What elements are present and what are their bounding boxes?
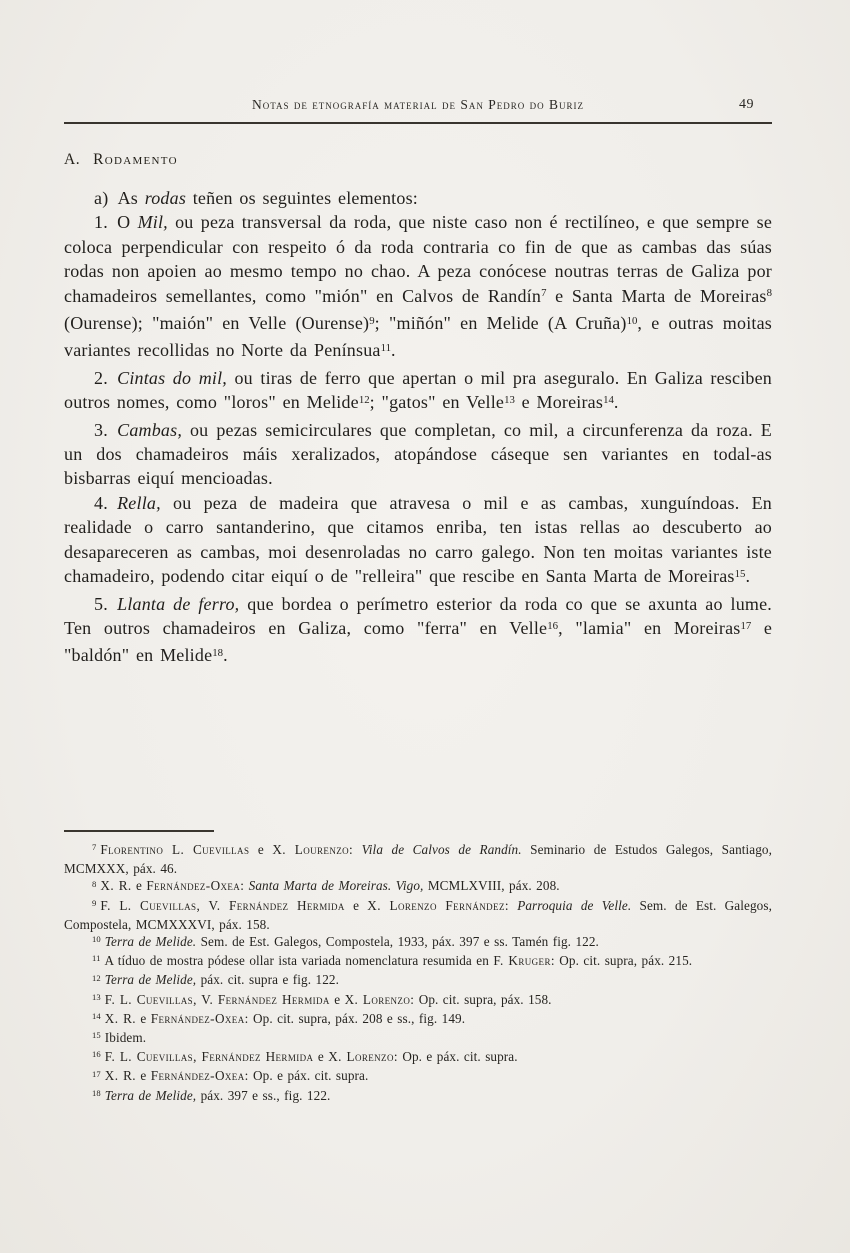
text-segment: X. R.	[104, 1010, 136, 1026]
text-segment: X. Lorenzo:	[344, 991, 415, 1007]
footnote-text	[105, 1049, 518, 1064]
text-segment: MCMLXVIII, páx. 208.	[423, 878, 560, 894]
text-segment: e "baldón" en Melide	[64, 617, 773, 666]
text-segment: Ibidem.	[104, 1030, 147, 1046]
text-segment: Florentino L. Cuevillas	[100, 842, 250, 857]
text-segment: Llanta de ferro,	[117, 593, 240, 614]
text-segment: X. Lorenzo Fernández:	[367, 897, 509, 913]
text-segment: .	[613, 392, 619, 413]
footnote-17	[64, 1067, 772, 1086]
paragraph-4-rella	[64, 491, 772, 592]
footnote-number: 11	[92, 953, 101, 964]
footnote-number: 9	[92, 897, 97, 908]
text-segment	[509, 898, 517, 913]
footnote-text	[100, 878, 559, 893]
page-number: 49	[739, 97, 754, 112]
footnote-text	[105, 972, 339, 987]
text-segment: que bordea o perímetro esterior da roda co que se axunta ao lume. Ten outros chamadeiros en Galiza, como "ferra" en Velle	[64, 593, 772, 638]
text-segment: Rella,	[117, 492, 161, 513]
text-segment: , e outras moitas variantes recollidas no Norte da Penínsua	[64, 313, 772, 361]
footnote-number: 14	[92, 1010, 101, 1021]
paragraph-3-cambas	[64, 418, 772, 491]
text-segment: Sem. de Est. Galegos, Compostela, 1933, páx. 397 e ss. Tamén fig. 122.	[196, 934, 599, 950]
footnote-text	[105, 1088, 331, 1103]
text-segment: F. L. Cuevillas, V. Fernández Hermida	[104, 991, 330, 1007]
footnote-number: 16	[92, 1049, 101, 1060]
text-segment: Cambas,	[117, 419, 183, 440]
page-content	[64, 97, 772, 1106]
text-segment: X. R.	[104, 1068, 136, 1084]
footnote-text	[64, 898, 772, 932]
footnote-9	[64, 897, 772, 933]
footnotes-block	[64, 841, 772, 1106]
text-segment: e	[136, 1010, 151, 1026]
text-segment: Op. cit. supra, páx. 208 e ss., fig. 149.	[248, 1010, 466, 1026]
text-segment: e Santa Marta de Moreiras	[546, 285, 767, 306]
text-segment	[353, 842, 362, 857]
page-header	[64, 97, 772, 115]
footnote-number: 18	[92, 1087, 101, 1098]
text-segment: X. Lorenzo:	[328, 1049, 398, 1065]
text-segment: e	[313, 1049, 329, 1065]
text-segment: e	[131, 878, 147, 894]
text-segment: 2.	[94, 367, 118, 388]
section-heading	[64, 151, 772, 169]
text-segment: F. L. Cuevillas, V. Fernández Hermida	[100, 897, 345, 913]
section-letter: A.	[64, 151, 81, 168]
text-segment: 4.	[94, 492, 118, 513]
text-segment: ou tiras de ferro que apertan o mil pra aseguralo. En Galiza resciben outros nomes, como "loros" en Melide	[64, 367, 772, 413]
footnote-text	[105, 1030, 146, 1045]
text-segment: .	[745, 566, 751, 587]
paragraph-1-mil	[64, 210, 772, 365]
footnote-number: 13	[92, 991, 101, 1002]
text-segment: Op. cit. supra, páx. 158.	[414, 991, 552, 1007]
text-segment: e	[249, 842, 273, 857]
text-segment: e	[329, 991, 345, 1007]
footnote-reference: 10	[626, 314, 638, 327]
text-segment: Terra de Melide,	[104, 1087, 197, 1103]
section-title: Rodamento	[93, 151, 178, 168]
body-text	[64, 186, 772, 816]
text-segment: Vila de Calvos de Randín.	[361, 842, 522, 857]
footnote-15	[64, 1029, 772, 1048]
text-segment: Fernández-Oxea:	[146, 878, 245, 894]
paragraph-2-cintas	[64, 366, 772, 418]
text-segment: Seminario de Estudos Galegos, Santiago, MCMXXX, páx. 46.	[64, 842, 773, 877]
text-segment: 1. O	[94, 212, 138, 233]
text-segment: 5.	[94, 593, 118, 614]
text-segment: X. Lourenzo:	[272, 842, 354, 857]
text-segment: F. Kruger:	[493, 953, 555, 969]
footnote-reference: 11	[380, 342, 392, 355]
text-segment: a) As	[94, 188, 145, 208]
header-rule	[64, 122, 772, 124]
footnote-number: 12	[92, 972, 101, 983]
footnote-text	[105, 1011, 465, 1026]
text-segment: páx. 397 e ss., fig. 122.	[196, 1087, 331, 1103]
footnote-12	[64, 971, 772, 990]
text-segment: .	[391, 340, 396, 361]
footnote-text	[105, 1068, 369, 1083]
text-segment: Sem. de Est. Galegos, Compostela, MCMXXXVI, páx. 158.	[64, 897, 772, 932]
text-segment: rodas	[144, 188, 187, 208]
footnote-11	[64, 952, 772, 971]
footnote-number: 8	[92, 878, 97, 889]
text-segment: Fernández-Oxea:	[150, 1068, 249, 1084]
footnote-reference: 15	[734, 567, 746, 580]
footnote-reference: 9	[369, 314, 375, 327]
text-segment: ou peza transversal da roda, que niste caso non é rectilíneo, e que sempre se coloca perpendicular con respeito ó da roda contraria co fin de que as cambas das súas rodas non apoien ao mesmo tempo no chao. A peza conócese noutras terras de Galiza por chamadeiros semellantes, como "mión" en Calvos de Randín	[64, 212, 773, 306]
text-segment: F. L. Cuevillas, Fernández Hermida	[104, 1049, 314, 1065]
text-segment: Fernández-Oxea:	[150, 1010, 249, 1026]
footnote-reference: 14	[603, 393, 614, 406]
text-segment: A tíduo de mostra pódese ollar ista variada nomenclatura resumida en	[104, 953, 494, 969]
footnote-text	[64, 842, 772, 876]
text-segment: Parroquia de Velle.	[517, 897, 632, 913]
footnote-8	[64, 877, 772, 896]
text-segment: teñen os seguintes elementos:	[186, 188, 418, 208]
text-segment: Op. e páx. cit. supra.	[397, 1049, 518, 1065]
text-segment: e Moreiras	[514, 392, 604, 413]
text-segment: Cintas do mil,	[117, 367, 227, 388]
footnote-reference: 18	[212, 646, 224, 659]
footnote-16	[64, 1048, 772, 1067]
text-segment: ou peza de madeira que atravesa o mil e as cambas, xunguíndoas. En realidade o carro santanderino, que citamos enriba, ten istas rellas ao descuberto ao desapareceren as cambas, moi desenroladas no carro galego. Non ten moitas variantes iste chamadeiro, podendo citar eiquí o de "relleira" que rescibe en Santa Marta de Moreiras	[64, 492, 772, 587]
footnote-number: 7	[92, 842, 97, 853]
footnote-reference: 16	[547, 619, 559, 632]
footnote-14	[64, 1010, 772, 1029]
footnote-reference: 17	[740, 619, 752, 632]
text-segment: Mil,	[137, 212, 168, 233]
footnote-reference: 7	[541, 287, 547, 300]
footnote-7	[64, 841, 772, 877]
text-segment: ; "miñón" en Melide (A Cruña)	[374, 313, 627, 334]
text-segment: Op. cit. supra, páx. 215.	[554, 953, 693, 969]
text-segment: Terra de Melide,	[104, 972, 197, 988]
text-segment: , "lamia" en Moreiras	[558, 617, 741, 638]
footnote-number: 17	[92, 1068, 101, 1079]
text-segment: ; "gatos" en Velle	[369, 392, 505, 413]
text-segment: Terra de Melide.	[104, 934, 197, 950]
footnote-number: 15	[92, 1030, 101, 1041]
text-segment: páx. cit. supra e fig. 122.	[196, 972, 340, 988]
paragraph-a	[64, 186, 772, 210]
footnote-10	[64, 933, 772, 952]
text-segment: Op. e páx. cit. supra.	[248, 1068, 369, 1084]
text-segment: ou pezas semicirculares que completan, co mil, a circunferenza da roza. E un dos chamadeiros máis xeralizados, atopándose cáseque sen variantes en todal-as bisbarras eiquí mencioadas.	[64, 419, 772, 489]
running-head-title: Notas de etnografía material de San Pedro do Buriz	[251, 97, 585, 112]
footnote-13	[64, 991, 772, 1010]
text-segment: e	[344, 897, 368, 913]
text-segment: (Ourense); "maión" en Velle (Ourense)	[64, 313, 370, 334]
paragraph-5-llanta	[64, 592, 772, 671]
footnote-rule	[64, 830, 214, 832]
footnote-number: 10	[92, 934, 101, 945]
text-segment: 3.	[94, 419, 118, 440]
footnote-text	[105, 992, 552, 1007]
text-segment: Santa Marta de Moreiras. Vigo,	[248, 878, 424, 894]
footnote-text	[104, 953, 692, 968]
footnote-text	[105, 934, 599, 949]
text-segment: X. R.	[100, 878, 132, 894]
footnote-reference: 12	[358, 393, 370, 406]
footnote-reference: 13	[504, 393, 515, 406]
footnote-18	[64, 1087, 772, 1106]
text-segment: e	[136, 1068, 151, 1084]
footnote-reference: 8	[766, 287, 773, 300]
text-segment: .	[223, 645, 228, 666]
